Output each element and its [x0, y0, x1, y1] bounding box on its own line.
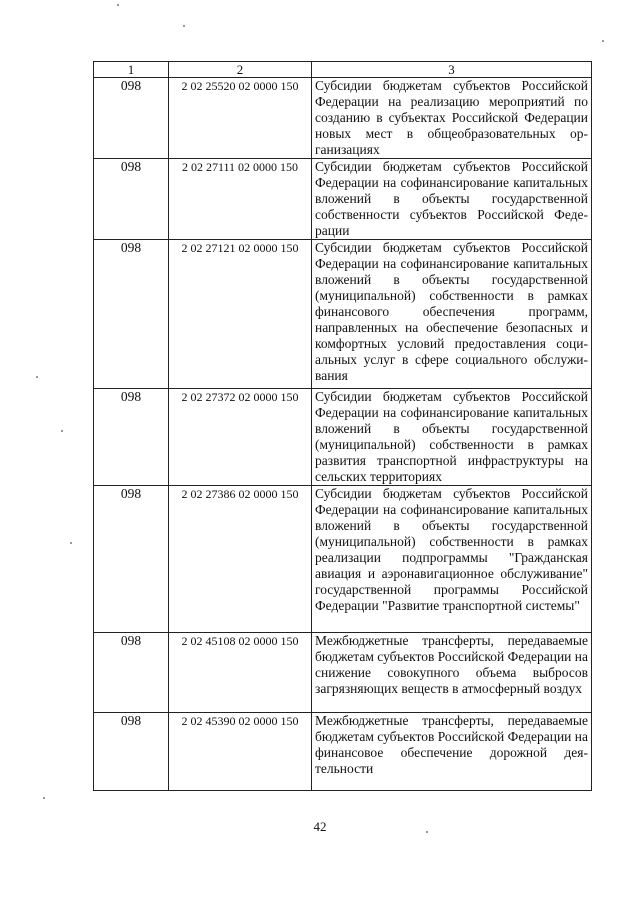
- scan-speck: [43, 797, 45, 799]
- revenue-codes-table: [93, 61, 592, 791]
- budget-code-cell: 2 02 25520 02 0000 150: [169, 78, 312, 159]
- table-row: [94, 633, 592, 713]
- table-row: [94, 159, 592, 240]
- table-row: [94, 713, 592, 791]
- table-row: [94, 240, 592, 389]
- column-header-2: 2: [169, 62, 312, 78]
- scan-speck: [426, 831, 428, 833]
- description-cell: Субсидии бюджетам субъектов Российской Федерации на реализацию мероприятий по созданию в субъектах Российской Федерации новых мест в общеобразовательных организациях: [312, 78, 592, 159]
- scan-speck: [183, 25, 185, 27]
- scan-speck: [602, 40, 604, 42]
- admin-code-cell: 098: [94, 78, 169, 159]
- table-row: [94, 389, 592, 486]
- description-cell: Субсидии бюджетам субъектов Российской Федерации на софинансирование капитальных вложений в объекты государственной (муниципальной) собственности в рамках развития транспортной инфраструктуры на сельских территориях: [312, 389, 592, 486]
- scan-speck: [61, 430, 63, 432]
- admin-code-cell: 098: [94, 389, 169, 486]
- description-cell: Межбюджетные трансферты, передаваемые бюджетам субъектов Российской Федерации на финансовое обеспечение дорожной деятельности: [312, 713, 592, 791]
- description-cell: Субсидии бюджетам субъектов Российской Федерации на софинансирование капитальных вложений в объекты государственной собственности субъектов Российской Федерации: [312, 159, 592, 240]
- column-header-3: 3: [312, 62, 592, 78]
- admin-code-cell: 098: [94, 240, 169, 389]
- page-number: 42: [313, 819, 327, 834]
- budget-code-cell: 2 02 27121 02 0000 150: [169, 240, 312, 389]
- budget-code-cell: 2 02 45108 02 0000 150: [169, 633, 312, 713]
- table-row: [94, 78, 592, 159]
- description-cell: Субсидии бюджетам субъектов Российской Федерации на софинансирование капитальных вложений в объекты государственной (муниципальной) собственности в рамках финансового обеспечения программ, направленных на обеспечение безопасных и комфортных условий предоставления социальных услуг в сфере социального обслуживания: [312, 240, 592, 389]
- scan-speck: [36, 376, 38, 378]
- column-header-1: 1: [94, 62, 169, 78]
- scan-speck: [70, 542, 72, 544]
- admin-code-cell: 098: [94, 633, 169, 713]
- budget-code-cell: 2 02 27111 02 0000 150: [169, 159, 312, 240]
- budget-code-cell: 2 02 27372 02 0000 150: [169, 389, 312, 486]
- admin-code-cell: 098: [94, 486, 169, 633]
- budget-code-cell: 2 02 27386 02 0000 150: [169, 486, 312, 633]
- scan-speck: [117, 4, 119, 6]
- budget-code-cell: 2 02 45390 02 0000 150: [169, 713, 312, 791]
- admin-code-cell: 098: [94, 159, 169, 240]
- table-row: [94, 486, 592, 633]
- table-header-row: [94, 62, 592, 78]
- admin-code-cell: 098: [94, 713, 169, 791]
- description-cell: Субсидии бюджетам субъектов Российской Федерации на софинансирование капитальных вложений в объекты государственной (муниципальной) собственности в рамках реализации подпрограммы "Гражданская авиация и аэронавигационное обслуживание" государственной программы Российской Федерации "Развитие транспортной системы": [312, 486, 592, 633]
- description-cell: Межбюджетные трансферты, передаваемые бюджетам субъектов Российской Федерации на снижение совокупного объема выбросов загрязняющих веществ в атмосферный воздух: [312, 633, 592, 713]
